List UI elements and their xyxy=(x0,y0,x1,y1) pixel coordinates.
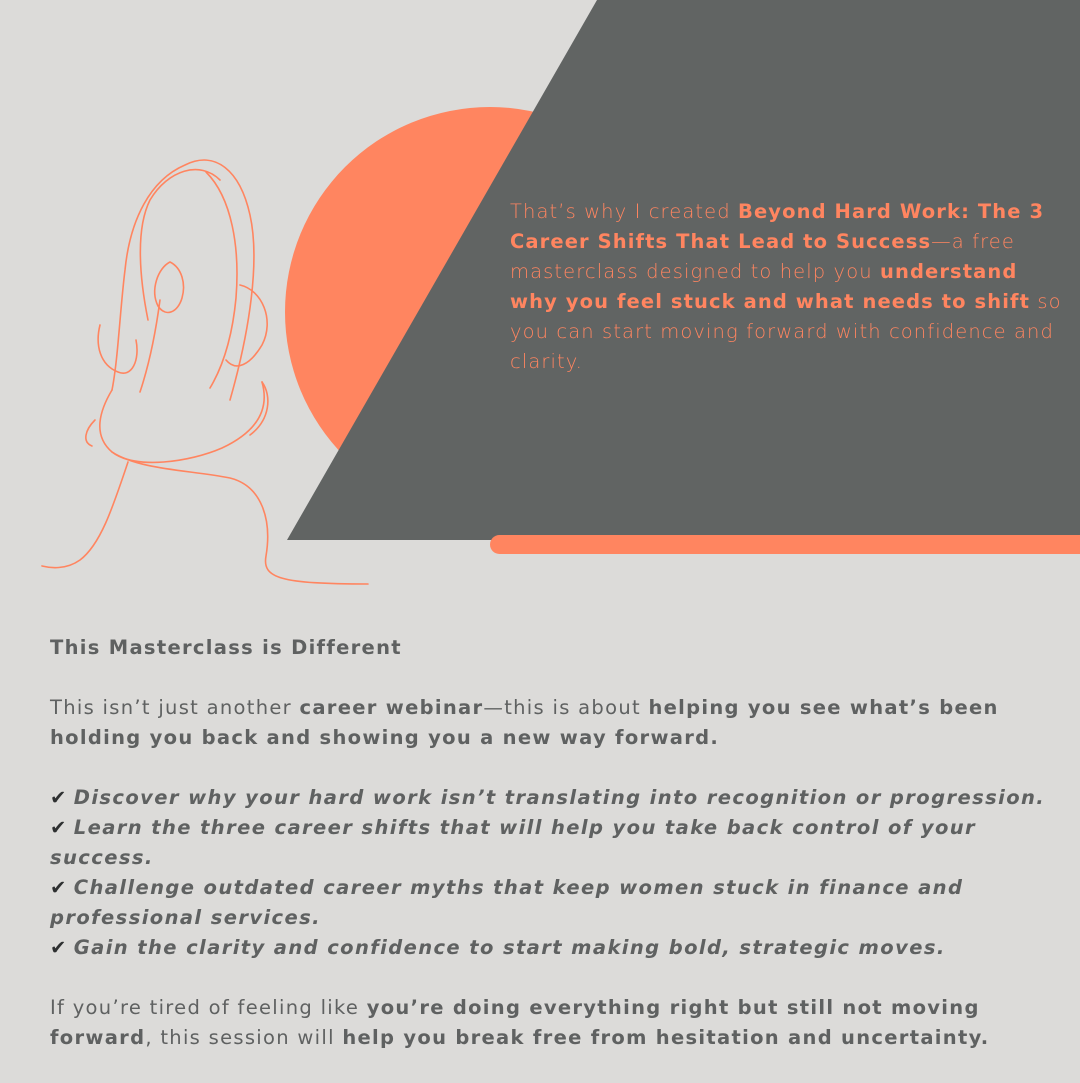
masterclass-title: Beyond Hard Work: The 3 Career Shifts That Lead to Success xyxy=(510,200,1045,253)
checkmark-icon: ✔ xyxy=(50,786,68,809)
para1-bold-1: career webinar xyxy=(299,696,484,719)
para2-bold-1: you’re doing everything right but still not moving forward xyxy=(50,996,980,1049)
closing-paragraph xyxy=(50,993,1080,1053)
list-item-text: Gain the clarity and confidence to start making bold, strategic moves. xyxy=(73,936,946,959)
benefits-list xyxy=(50,783,1080,963)
masterclass-description xyxy=(50,633,1080,1083)
para1-bold-2: helping you see what’s been holding you back and showing you a new way forward. xyxy=(50,696,999,749)
para2-text-1: If you’re tired of feeling like xyxy=(50,996,367,1019)
list-item xyxy=(50,873,1080,933)
intro-text xyxy=(510,197,1070,377)
list-item-text: Learn the three career shifts that will help you take back control of your success. xyxy=(50,816,977,869)
para1-text-1: This isn’t just another xyxy=(50,696,300,719)
intro-text-2: —a free masterclass designed to help you xyxy=(510,230,1015,283)
intro-highlight: understand why you feel stuck and what needs to shift xyxy=(510,260,1031,313)
orange-underline-bar xyxy=(490,535,1080,554)
list-item xyxy=(50,783,1080,813)
list-item xyxy=(50,813,1080,873)
checkmark-icon: ✔ xyxy=(50,816,68,839)
para2-bold-2: help you break free from hesitation and uncertainty. xyxy=(342,1026,990,1049)
para2-text-2: , this session will xyxy=(145,1026,343,1049)
intro-text-1: That’s why I created xyxy=(510,200,738,223)
list-item-text: Discover why your hard work isn’t translating into recognition or progression. xyxy=(73,786,1046,809)
intro-text-3: so you can start moving forward with confidence and clarity. xyxy=(510,290,1062,373)
list-item-text: Challenge outdated career myths that keep women stuck in finance and professional services. xyxy=(50,876,964,929)
list-item xyxy=(50,933,1080,963)
checkmark-icon: ✔ xyxy=(50,936,68,959)
intro-paragraph xyxy=(50,693,1080,753)
section-heading: This Masterclass is Different xyxy=(50,636,402,659)
checkmark-icon: ✔ xyxy=(50,876,68,899)
para1-text-2: —this is about xyxy=(483,696,649,719)
